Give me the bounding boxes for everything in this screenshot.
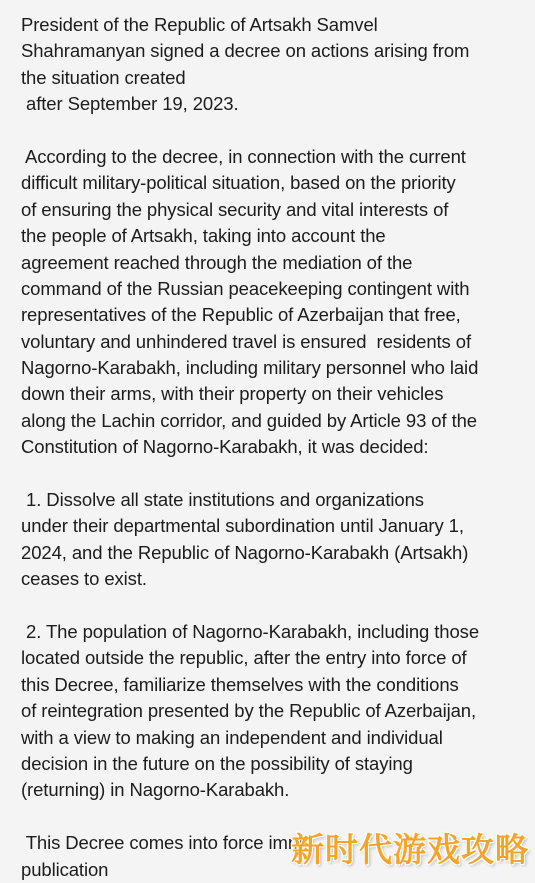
text-line: the people of Artsakh, taking into account the <box>21 225 386 247</box>
text-line: along the Lachin corridor, and guided by Article 93 of the <box>21 409 477 431</box>
text-line: difficult military-political situation, based on the priority <box>21 172 456 194</box>
text-line: with a view to making an independent and individual <box>21 726 443 748</box>
paragraph-gap <box>21 118 521 144</box>
text-line: of ensuring the physical security and vital interests of <box>21 198 449 220</box>
decree-point-1 <box>21 487 521 593</box>
decree-intro-paragraph <box>21 144 521 461</box>
decree-title <box>21 12 521 118</box>
text-line: President of the Republic of Artsakh Samvel <box>21 14 378 35</box>
decree-document <box>21 12 521 883</box>
text-line: of reintegration presented by the Republic of Azerbaijan, <box>21 700 477 722</box>
text-line: (returning) in Nagorno-Karabakh. <box>21 779 290 801</box>
site-watermark: 新时代游戏攻略 <box>291 830 529 869</box>
text-line: Shahramanyan signed a decree on actions arising from <box>21 40 470 62</box>
text-line: 2024, and the Republic of Nagorno-Karabakh (Artsakh) <box>21 541 469 563</box>
text-line: decision in the future on the possibility of staying <box>21 752 413 774</box>
paragraph-gap <box>21 593 521 619</box>
paragraph-gap <box>21 461 521 487</box>
text-line: representatives of the Republic of Azerbaijan that free, <box>21 304 461 326</box>
paragraph-gap <box>21 804 521 830</box>
text-line: Nagorno-Karabakh, including military personnel who laid <box>21 357 479 379</box>
text-line: 2. The population of Nagorno-Karabakh, including those <box>21 620 480 642</box>
text-line: Constitution of Nagorno-Karabakh, it was decided: <box>21 436 429 458</box>
text-line: 1. Dissolve all state institutions and organizations <box>21 489 424 511</box>
text-line: According to the decree, in connection with the current <box>21 145 466 167</box>
text-line: This Decree comes into force imm <box>21 832 304 854</box>
decree-point-2 <box>21 619 521 804</box>
text-line: located outside the republic, after the entry into force of <box>21 647 467 669</box>
text-line: after September 19, 2023. <box>21 93 239 115</box>
text-line: this Decree, familiarize themselves with the conditions <box>21 673 459 695</box>
text-line: command of the Russian peacekeeping contingent with <box>21 277 470 299</box>
text-line: the situation created <box>21 66 186 88</box>
text-line: under their departmental subordination until January 1, <box>21 515 464 537</box>
text-line: ceases to exist. <box>21 568 147 590</box>
text-line: agreement reached through the mediation of the <box>21 251 413 273</box>
text-line: down their arms, with their property on their vehicles <box>21 383 444 405</box>
text-line: publication <box>21 858 109 880</box>
text-line: voluntary and unhindered travel is ensured residents of <box>21 330 471 352</box>
